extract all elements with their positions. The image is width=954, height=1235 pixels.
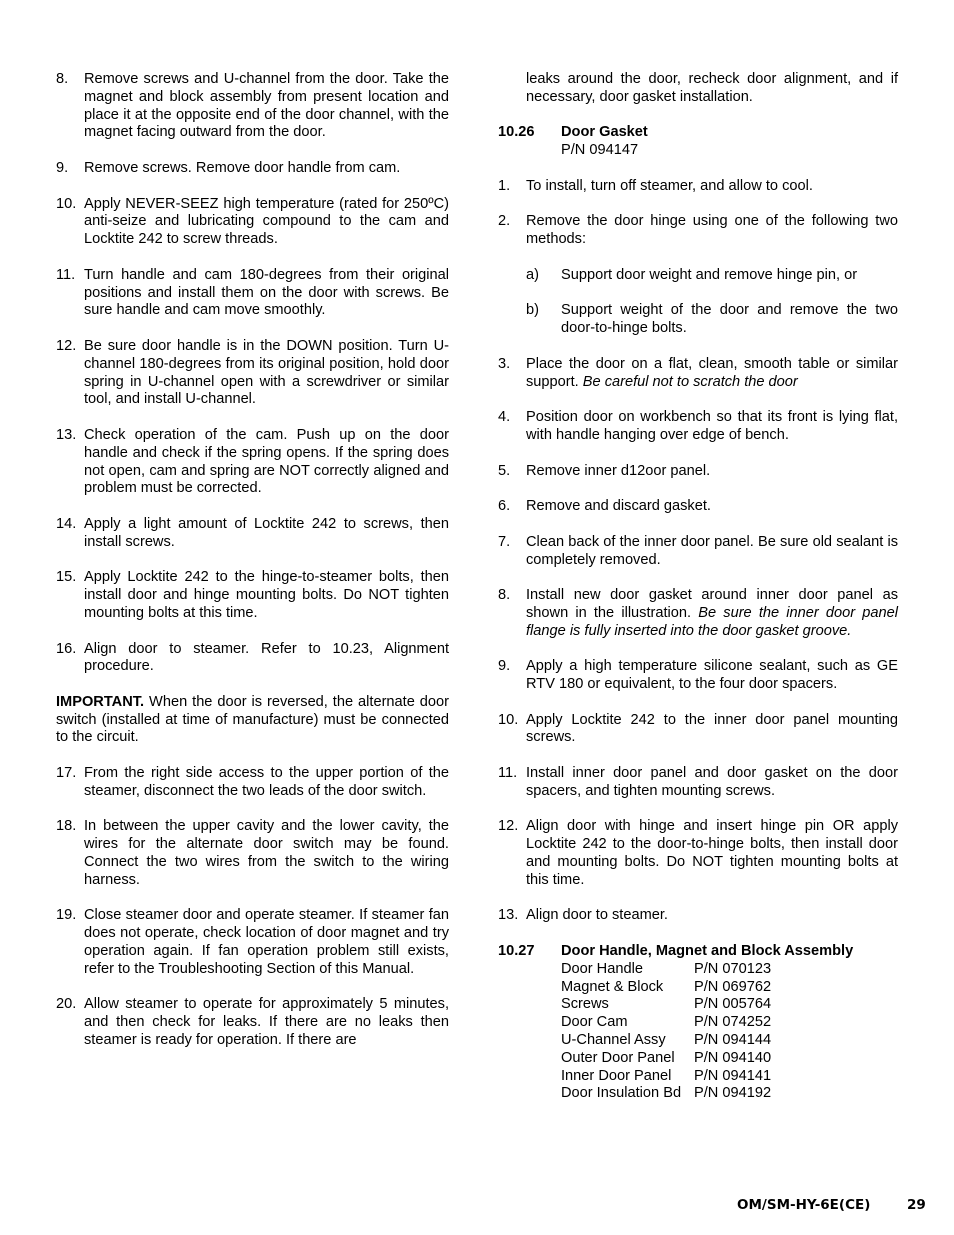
- part-name: Door Insulation Bd: [561, 1085, 682, 1102]
- item-number: 8.: [498, 587, 511, 604]
- item-number: 12.: [56, 337, 77, 354]
- item-text: Apply a high temperature silicone sealant, such as GE RTV 180 or equivalent, to the four door spacers.: [526, 658, 898, 693]
- list-item: [498, 356, 898, 392]
- item-number: 20.: [56, 996, 77, 1013]
- list-item: [56, 765, 449, 801]
- item-text: Align door with hinge and insert hinge pin OR apply Locktite 242 to the door-to-hinge bolts, then install door and mounting bolts. Do NOT tighten mounting bolts at this time.: [526, 818, 898, 888]
- item-text: Remove screws and U-channel from the door. Take the magnet and block assembly from present location and place it at the opposite end of the door channel, with the magnet facing outward from the door.: [84, 71, 449, 141]
- item-number: 16.: [56, 640, 77, 657]
- part-name: Outer Door Panel: [561, 1049, 675, 1066]
- list-item: [56, 267, 449, 320]
- part-name: Screws: [561, 996, 609, 1013]
- sub-list-item: [526, 267, 898, 285]
- item-text: Position door on workbench so that its front is lying flat, with handle hanging over edge of bench.: [526, 409, 898, 443]
- item-text: Check operation of the cam. Push up on the door handle and check if the spring opens. If the spring does not open, cam and spring are NOT correctly aligned and problem must be corrected.: [84, 426, 449, 497]
- item-text: Turn handle and cam 180-degrees from their original positions and install them on the door with screws. Be sure handle and cam move smoothly.: [84, 266, 449, 319]
- parts-row: [561, 1014, 898, 1032]
- item-text: Be sure door handle is in the DOWN position. Turn U-channel 180-degrees from its original position, hold door spring in U-channel open with a screwdriver or similar tool, and install U-channel.: [84, 337, 449, 408]
- list-item: [56, 996, 449, 1049]
- list-item: [56, 641, 449, 677]
- part-number: P/N 094141: [694, 1067, 772, 1084]
- parts-row: [561, 1068, 898, 1086]
- part-number: P/N 069762: [694, 978, 772, 995]
- list-item: [56, 160, 449, 178]
- item-number: 11.: [56, 266, 76, 283]
- sub-item-letter: a): [526, 266, 539, 283]
- sub-item-letter: b): [526, 302, 539, 319]
- continued-text: leaks around the door, recheck door alignment, and if necessary, door gasket installation.: [526, 71, 898, 105]
- item-text: Align door to steamer. Refer to 10.23, Alignment procedure.: [84, 640, 449, 675]
- item-text: Apply a light amount of Locktite 242 to screws, then install screws.: [84, 515, 449, 550]
- list-item: [56, 196, 449, 249]
- list-item: [56, 907, 449, 978]
- important-text: When the door is reversed, the alternate door switch (installed at time of manufacture) must be connected to the circuit.: [56, 693, 449, 746]
- list-item: [498, 534, 898, 570]
- part-number: P/N 005764: [694, 996, 772, 1013]
- right-column: [498, 71, 898, 1121]
- item-caution-text: Be careful not to scratch the door: [582, 373, 798, 390]
- item-number: 9.: [498, 658, 511, 675]
- document-id: OM/SM-HY-6E(CE): [737, 1197, 871, 1213]
- list-item: [498, 658, 898, 694]
- part-number: P/N 094192: [694, 1085, 772, 1102]
- part-name: Inner Door Panel: [561, 1067, 672, 1084]
- list-item: [498, 463, 898, 481]
- part-number: P/N 074252: [694, 1014, 772, 1031]
- list-item: [56, 516, 449, 552]
- part-name: Magnet & Block: [561, 978, 664, 995]
- section-10-27: [498, 943, 898, 1103]
- parts-row: [561, 996, 898, 1014]
- sub-list-item: [526, 302, 898, 338]
- list-item: [56, 818, 449, 889]
- list-item: [498, 587, 898, 640]
- item-text: From the right side access to the upper portion of the steamer, disconnect the two leads of the door switch.: [84, 765, 449, 799]
- list-item: [56, 71, 449, 142]
- item-number: 2.: [498, 213, 511, 230]
- section-title: Door Gasket: [561, 124, 648, 141]
- part-number: P/N 070123: [694, 960, 772, 977]
- item-number: 1.: [498, 177, 511, 194]
- item-text: Install new door gasket around inner door panel as shown in the illustration.: [526, 587, 898, 621]
- part-number: P/N 094140: [694, 1049, 772, 1066]
- item-number: 10.: [56, 195, 77, 212]
- item-text: Clean back of the inner door panel. Be sure old sealant is completely removed.: [526, 533, 898, 568]
- item-text: Place the door on a flat, clean, smooth table or similar support.: [526, 355, 898, 390]
- item-number: 15.: [56, 569, 77, 586]
- parts-row: [561, 1050, 898, 1068]
- parts-row: [561, 1032, 898, 1050]
- list-item: [498, 498, 898, 516]
- item-number: 18.: [56, 818, 77, 835]
- item-number: 7.: [498, 533, 511, 550]
- item-text: Align door to steamer.: [526, 907, 668, 924]
- part-number: P/N 094144: [694, 1032, 772, 1049]
- parts-row: [561, 961, 898, 979]
- item-text: Remove and discard gasket.: [526, 498, 711, 515]
- sub-item-text: Support door weight and remove hinge pin, or: [561, 266, 858, 283]
- item-text: Remove the door hinge using one of the following two methods:: [526, 213, 898, 248]
- item-number: 17.: [56, 765, 77, 782]
- item-number: 8.: [56, 71, 69, 87]
- section-title: Door Handle, Magnet and Block Assembly: [561, 943, 854, 960]
- item-text: Apply Locktite 242 to the hinge-to-steamer bolts, then install door and hinge mounting bolts. Do NOT tighten mounting bolts at this time.: [84, 569, 449, 621]
- item-text: Apply NEVER-SEEZ high temperature (rated for 250ºC) anti-seize and lubricating compound to the cam and Locktite 242 to screw threads.: [84, 195, 449, 248]
- item-number: 9.: [56, 159, 69, 176]
- important-note: [56, 694, 449, 747]
- item-number: 13.: [56, 426, 77, 443]
- list-item: [56, 427, 449, 498]
- list-item: [498, 178, 898, 196]
- item-number: 3.: [498, 355, 511, 372]
- list-item: [498, 213, 898, 249]
- list-item: [498, 409, 898, 445]
- item-number: 12.: [498, 818, 519, 835]
- part-name: Door Handle: [561, 960, 643, 977]
- item-number: 5.: [498, 462, 511, 479]
- part-number: P/N 094147: [561, 142, 639, 159]
- item-number: 11.: [498, 765, 518, 782]
- item-text: Remove inner d12oor panel.: [526, 462, 711, 479]
- list-item: [56, 338, 449, 409]
- sub-item-text: Support weight of the door and remove the two door-to-hinge bolts.: [561, 302, 898, 337]
- item-text: In between the upper cavity and the lower cavity, the wires for the alternate door switch may be found. Connect the two wires from the switch to the wiring harness.: [84, 818, 449, 888]
- item-number: 13.: [498, 907, 519, 924]
- item-text: Remove screws. Remove door handle from cam.: [84, 159, 401, 176]
- item-text: To install, turn off steamer, and allow to cool.: [526, 177, 813, 194]
- page-number: 29: [907, 1197, 926, 1213]
- item-caution-text: Be sure the inner door panel flange is fully inserted into the door gasket groove.: [526, 604, 898, 639]
- important-label: IMPORTANT.: [56, 693, 145, 710]
- item-text: Allow steamer to operate for approximately 5 minutes, and then check for leaks. If there are no leaks then steamer is ready for operation. If there are: [84, 996, 449, 1049]
- item-number: 6.: [498, 498, 511, 515]
- list-item: [56, 569, 449, 622]
- list-item: [498, 765, 898, 801]
- item-text: Apply Locktite 242 to the inner door panel mounting screws.: [526, 711, 898, 746]
- list-item: [498, 712, 898, 748]
- item-number: 19.: [56, 907, 77, 924]
- item-number: 4.: [498, 409, 511, 426]
- section-number: 10.27: [498, 943, 535, 960]
- list-item: [498, 818, 898, 889]
- item-number: 14.: [56, 515, 77, 532]
- left-column: [56, 71, 449, 1068]
- section-10-26: [498, 124, 898, 160]
- section-number: 10.26: [498, 124, 535, 141]
- item-number: 10.: [498, 711, 519, 728]
- item-text: Install inner door panel and door gasket on the door spacers, and tighten mounting screws.: [526, 765, 898, 799]
- parts-row: [561, 979, 898, 997]
- list-item: [498, 907, 898, 925]
- parts-row: [561, 1085, 898, 1103]
- item-text: Close steamer door and operate steamer. If steamer fan does not operate, check location of door magnet and try operation again. If fan operation problem still exists, refer to the Troubleshooting Section of this Manual.: [84, 907, 449, 977]
- part-name: Door Cam: [561, 1014, 628, 1031]
- part-name: U-Channel Assy: [561, 1032, 666, 1049]
